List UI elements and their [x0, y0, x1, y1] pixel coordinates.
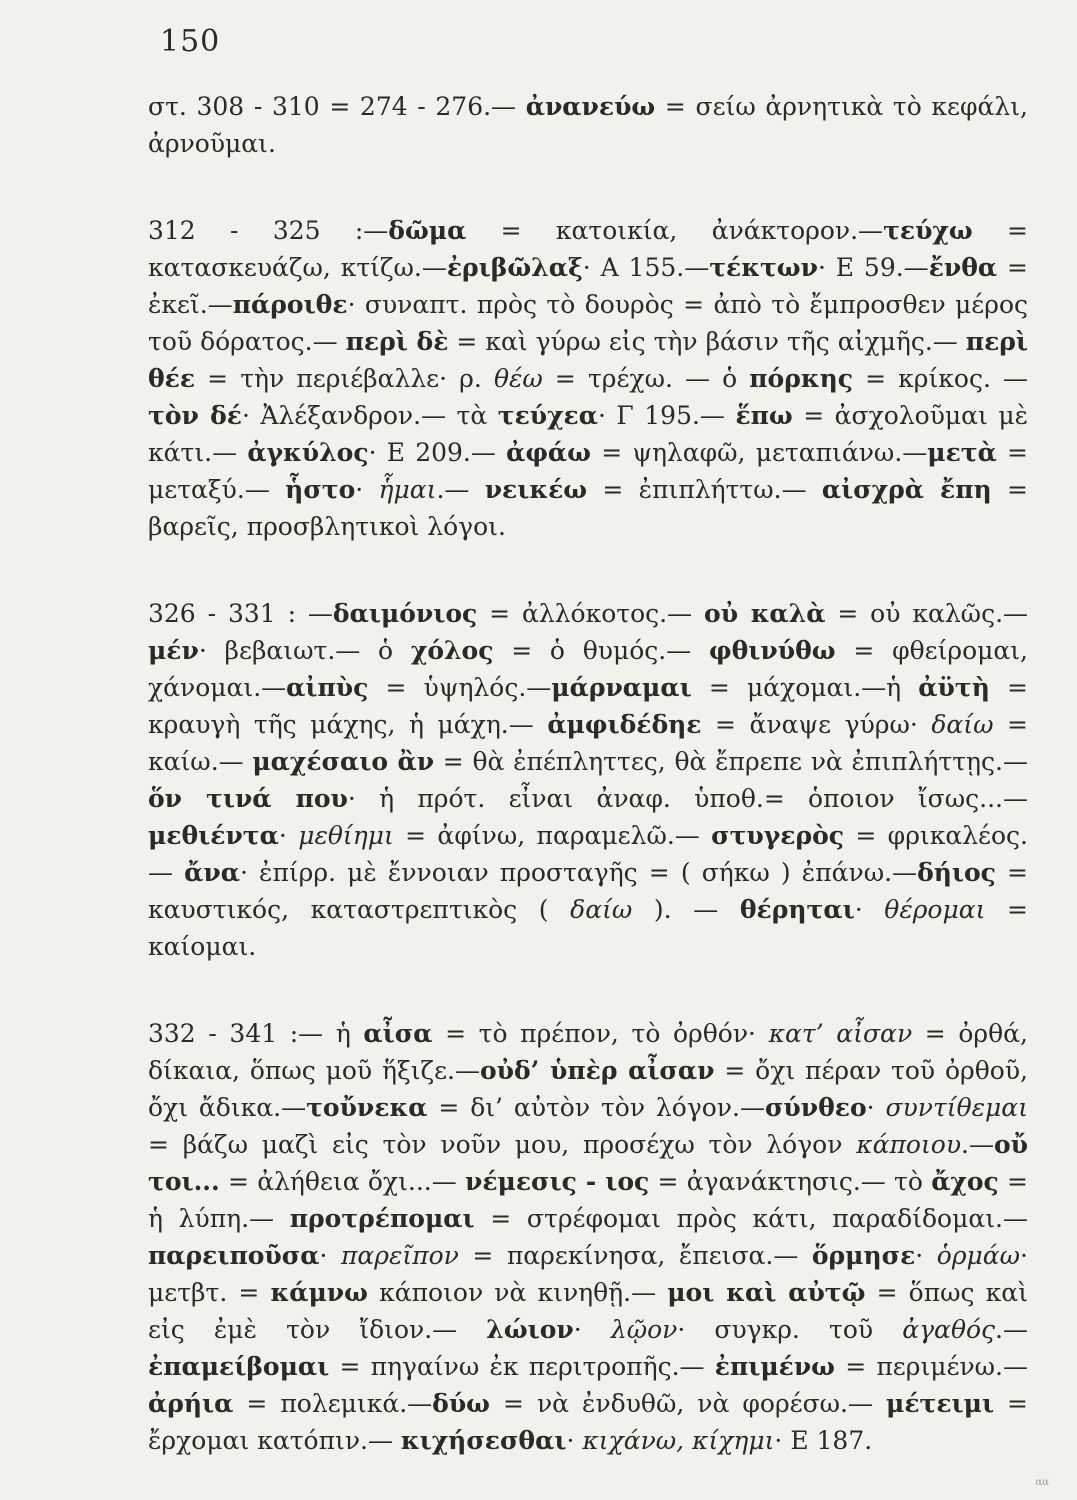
headword: ἀϋτὴ — [918, 673, 990, 702]
gloss-text: = καὶ γύρω εἰς τὴν βάσιν τῆς αἰχμῆς.— — [448, 327, 966, 356]
headword: μέν — [148, 636, 199, 665]
headword: οὐ καλὰ — [704, 599, 826, 628]
gloss-text: = στρέφομαι πρὸς κάτι, παραδίδομαι.— — [474, 1204, 1028, 1233]
italic-form: δαίω — [931, 710, 994, 739]
italic-form: θέρομαι — [884, 895, 986, 924]
headword: θέρηται — [739, 895, 855, 924]
italic-form: συντίθεμαι — [885, 1093, 1028, 1122]
headword: τὸν δέ — [148, 401, 242, 430]
gloss-text: = ὁ θυμός.— — [493, 636, 710, 665]
italic-form: λῷον — [610, 1315, 678, 1344]
gloss-text: = ἄναψε γύρω· — [701, 710, 932, 739]
gloss-text: = ἐκεῖ.— — [148, 253, 1028, 319]
gloss-text: · Ἀλέξανδρον.— τὰ — [241, 401, 498, 430]
gloss-text: · Ε 59.— — [817, 253, 929, 282]
headword: δύω — [432, 1389, 490, 1418]
italic-form: δαίω — [570, 895, 633, 924]
headword: μαχέσαιο ἂν — [252, 747, 435, 776]
italic-form: κατ’ αἶσαν — [768, 1019, 913, 1048]
gloss-text: .— — [436, 475, 485, 504]
headword: ἐπαμείβομαι — [148, 1352, 330, 1381]
headword: μετὰ — [927, 438, 997, 467]
headword: κιχήσεσθαι — [400, 1426, 567, 1455]
headword: ἀρήια — [148, 1389, 234, 1418]
gloss-text: = παρεκίνησα, ἔπεισα.— — [458, 1241, 812, 1270]
paragraph-332-341 — [148, 1015, 1028, 1459]
headword: ἔνθα — [928, 253, 998, 282]
gloss-text: = καίω.— — [148, 710, 1028, 776]
gloss-text: 312 - 325 :— — [148, 216, 389, 245]
headword: κάμνω — [270, 1278, 368, 1307]
headword: χόλος — [410, 636, 494, 665]
headword: μάρναμαι — [551, 673, 692, 702]
gloss-text: = πηγαίνω ἐκ περιτροπῆς.— — [329, 1352, 715, 1381]
gloss-text: κάποιον νὰ κινηθῇ.— — [367, 1278, 668, 1307]
headword: λώιον — [486, 1315, 574, 1344]
headword: δήιος — [917, 858, 996, 887]
headword: σύνθεο — [764, 1093, 867, 1122]
gloss-text: = κραυγὴ τῆς μάχης, ἡ μάχη.— — [148, 673, 1028, 739]
headword: παρειποῦσα — [148, 1241, 320, 1270]
gloss-text: · — [915, 1241, 937, 1270]
italic-form: θέω — [493, 364, 543, 393]
gloss-text: · συγκρ. τοῦ — [677, 1315, 903, 1344]
paragraph-312-325 — [148, 212, 1028, 545]
gloss-text: = ἀγανάκτησις.— τὸ — [649, 1167, 932, 1196]
gloss-text: 326 - 331 : — — [148, 599, 333, 628]
gloss-text: = βάζω μαζὶ εἰς τὸν νοῦν μου, προσέχω τὸν λόγον — [148, 1130, 857, 1159]
gloss-text: = ὄχι πέραν τοῦ ὀρθοῦ, ὄχι ἄδικα.— — [148, 1056, 1028, 1122]
gloss-text: ). — — [632, 895, 740, 924]
gloss-text: = φθείρομαι, χάνομαι.— — [148, 636, 1029, 702]
gloss-text: · Γ 195.— — [598, 401, 736, 430]
gloss-text: = περιμένω.— — [835, 1352, 1028, 1381]
headword: νεικέω — [484, 475, 588, 504]
gloss-text: · Α 155.— — [582, 253, 710, 282]
gloss-text: · — [566, 1426, 583, 1455]
gloss-text: = τὴν περιέβαλλε· ρ. — [195, 364, 494, 393]
gloss-text: .— — [995, 1315, 1028, 1344]
gloss-text: = καυστικός, καταστρεπτικὸς ( — [148, 858, 1028, 924]
gloss-text: 332 - 341 :— ἡ — [148, 1019, 364, 1048]
headword: προτρέπομαι — [289, 1204, 475, 1233]
italic-form: ὁρμάω — [936, 1241, 1021, 1270]
headword: οὔ τοι... — [148, 1130, 1028, 1196]
gloss-text: = ἀσχολοῦμαι μὲ κάτι.— — [148, 401, 1029, 467]
gloss-text: · συναπτ. πρὸς τὸ δουρὸς = ἀπὸ τὸ ἔμπροσθεν μέρος τοῦ δόρατος.— — [148, 290, 1028, 356]
gloss-text: στ. 308 - 310 = 274 - 276.— — [148, 92, 526, 121]
gloss-text: = ψηλαφῶ, μεταπιάνω.— — [590, 438, 928, 467]
gloss-text: · — [866, 1093, 886, 1122]
headword: τεύχω — [883, 216, 973, 245]
gloss-text: = φρικαλέος.— — [148, 821, 1028, 887]
gloss-text: = ὀρθά, δίκαια, ὅπως μοῦ ἥξιζε.— — [148, 1019, 1028, 1085]
headword: μοι καὶ αὐτῷ — [667, 1278, 866, 1307]
headword: ἕπω — [735, 401, 793, 430]
gloss-text: = ἀλλόκοτος.— — [477, 599, 705, 628]
gloss-text: · ἡ πρότ. εἶναι ἀναφ. ὑποθ.= ὁποιον ἴσως...— — [347, 784, 1028, 813]
headword: ἧστο — [285, 475, 356, 504]
gloss-text: = ὅπως καὶ εἰς ἐμὲ τὸν ἴδιον.— — [148, 1278, 1028, 1344]
gloss-text: = νὰ ἐνδυθῶ, νὰ φορέσω.— — [489, 1389, 887, 1418]
headword: νέμεσις - ιος — [465, 1167, 650, 1196]
gloss-text: = μεταξύ.— — [148, 438, 1029, 504]
gloss-text: .— — [961, 1130, 994, 1159]
gloss-text: = πολεμικά.— — [233, 1389, 433, 1418]
gloss-text: = κρίκος. — — [853, 364, 1028, 393]
headword: ἄνα — [184, 858, 240, 887]
gloss-text: · μετβτ. = — [148, 1241, 1028, 1307]
headword: ὅρμησε — [811, 1241, 916, 1270]
headword: περὶ δὲ — [345, 327, 449, 356]
paragraph-308-310 — [148, 88, 1028, 162]
italic-form: ἀγαθός — [902, 1315, 996, 1344]
gloss-text: = ἀλήθεια ὄχι...— — [219, 1167, 465, 1196]
gloss-text: · — [854, 895, 885, 924]
gloss-text: = δι’ αὐτὸν τὸν λόγον.— — [427, 1093, 765, 1122]
headword: μεθιέντα — [148, 821, 279, 850]
headword: ἀγκύλος — [247, 438, 369, 467]
italic-form: παρεῖπον — [340, 1241, 459, 1270]
italic-form: μεθίημι — [298, 821, 394, 850]
headword: φθινύθω — [709, 636, 836, 665]
italic-form: κάποιου — [856, 1130, 962, 1159]
headword: πόρκης — [749, 364, 853, 393]
gloss-text: = τὸ πρέπον, τὸ ὀρθόν· — [432, 1019, 769, 1048]
headword: οὐδ’ ὑπὲρ αἶσαν — [479, 1056, 715, 1085]
gloss-text: · — [278, 821, 299, 850]
headword: ἀνανεύω — [525, 92, 656, 121]
headword: μέτειμι — [886, 1389, 995, 1418]
headword: ἐριβῶλαξ — [446, 253, 583, 282]
gloss-text: · ἐπίρρ. μὲ ἔννοιαν προσταγῆς = ( σήκω ) ἐπάνω.— — [239, 858, 918, 887]
gloss-text: = κατασκευάζω, κτίζω.— — [148, 216, 1028, 282]
gloss-text: · — [319, 1241, 341, 1270]
headword: ἀφάω — [506, 438, 591, 467]
headword: ἀμφιδέδηε — [547, 710, 702, 739]
headword: τεύχεα — [497, 401, 598, 430]
italic-form: κιχάνω, κίχημι — [582, 1426, 775, 1455]
gloss-text: = ἀφίνω, παραμελῶ.— — [393, 821, 712, 850]
headword: ἄχος — [931, 1167, 999, 1196]
gloss-text: = καίομαι. — [148, 895, 1028, 961]
gloss-text: = ὑψηλός.— — [368, 673, 552, 702]
headword: δαιμόνιος — [332, 599, 478, 628]
gloss-text: = σείω ἀρνητικὰ τὸ κεφάλι, ἀρνοῦμαι. — [148, 92, 1028, 158]
gloss-text: = βαρεῖς, προσβλητικοὶ λόγοι. — [148, 475, 1028, 541]
headword: τοὔνεκα — [306, 1093, 428, 1122]
headword: πάροιθε — [232, 290, 348, 319]
gloss-text: = κατοικία, ἀνάκτορον.— — [466, 216, 884, 245]
gloss-text: · — [355, 475, 379, 504]
gloss-text: = ἔρχομαι κατόπιν.— — [148, 1389, 1029, 1455]
page-content — [148, 88, 1028, 1459]
gloss-text: = τρέχω. — ὁ — [542, 364, 750, 393]
gloss-text: · βεβαιωτ.— ὁ — [198, 636, 411, 665]
gloss-text: = ἡ λύπη.— — [148, 1167, 1028, 1233]
corner-mark: αα — [1035, 1477, 1049, 1488]
headword: αἰσχρὰ ἔπη — [821, 475, 992, 504]
gloss-text: · — [573, 1315, 611, 1344]
gloss-text: = ἐπιπλήττω.— — [587, 475, 822, 504]
page-number: 150 — [160, 24, 221, 59]
headword: ὅν τινά που — [148, 784, 348, 813]
paragraph-326-331 — [148, 595, 1028, 965]
gloss-text: · Ε 187. — [774, 1426, 873, 1455]
headword: αἰπὺς — [286, 673, 369, 702]
headword: δῶμα — [388, 216, 467, 245]
gloss-text: = θὰ ἐπέπληττες, θὰ ἔπρεπε νὰ ἐπιπλήττῃς.— — [434, 747, 1028, 776]
italic-form: ἧμαι — [378, 475, 437, 504]
gloss-text: = μάχομαι.—ἡ — [691, 673, 919, 702]
headword: αἶσα — [363, 1019, 433, 1048]
headword: τέκτων — [709, 253, 818, 282]
headword: στυγερὸς — [711, 821, 844, 850]
headword: περὶ θέε — [148, 327, 1028, 393]
gloss-text: = οὐ καλῶς.— — [825, 599, 1029, 628]
headword: ἐπιμένω — [714, 1352, 835, 1381]
gloss-text: · Ε 209.— — [368, 438, 507, 467]
